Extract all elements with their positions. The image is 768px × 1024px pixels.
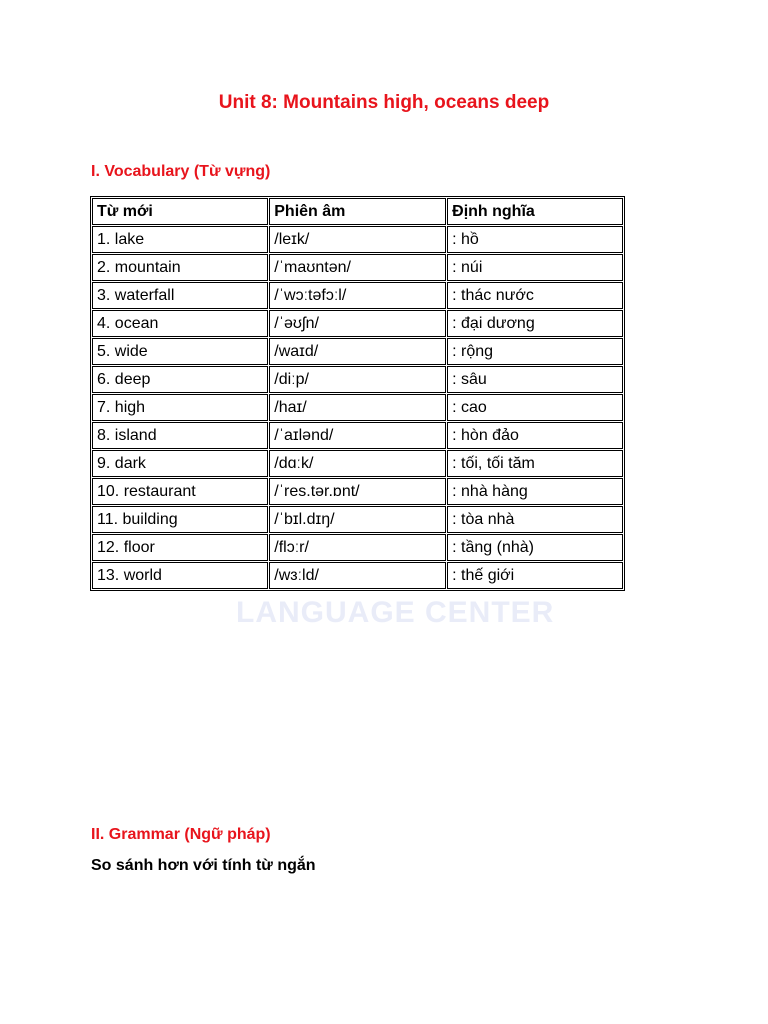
table-row <box>92 394 623 421</box>
page-title: Unit 8: Mountains high, oceans deep <box>218 92 550 113</box>
phonetic-cell: /ˈwɔːtəfɔːl/ <box>269 282 446 309</box>
column-header-word: Từ mới <box>92 198 268 225</box>
phonetic-cell: /flɔːr/ <box>269 534 446 561</box>
definition-cell: : tòa nhà <box>447 506 623 533</box>
definition-cell: : cao <box>447 394 623 421</box>
phonetic-cell: /waɪd/ <box>269 338 446 365</box>
phonetic-cell: /ˈbɪl.dɪŋ/ <box>269 506 446 533</box>
phonetic-cell: /haɪ/ <box>269 394 446 421</box>
table-row <box>92 450 623 477</box>
word-cell: 5. wide <box>92 338 268 365</box>
word-cell: 3. waterfall <box>92 282 268 309</box>
word-cell: 9. dark <box>92 450 268 477</box>
table-row <box>92 366 623 393</box>
phonetic-cell: /ˈaɪlənd/ <box>269 422 446 449</box>
phonetic-cell: /ˈmaʊntən/ <box>269 254 446 281</box>
definition-cell: : tối, tối tăm <box>447 450 623 477</box>
word-cell: 8. island <box>92 422 268 449</box>
column-header-definition: Định nghĩa <box>447 198 623 225</box>
table-row <box>92 254 623 281</box>
phonetic-cell: /diːp/ <box>269 366 446 393</box>
definition-cell: : thế giới <box>447 562 623 589</box>
word-cell: 7. high <box>92 394 268 421</box>
word-cell: 4. ocean <box>92 310 268 337</box>
grammar-heading: II. Grammar (Ngữ pháp) <box>91 826 271 843</box>
phonetic-cell: /wɜːld/ <box>269 562 446 589</box>
definition-cell: : hòn đảo <box>447 422 623 449</box>
definition-cell: : tầng (nhà) <box>447 534 623 561</box>
definition-cell: : núi <box>447 254 623 281</box>
word-cell: 12. floor <box>92 534 268 561</box>
definition-cell: : rộng <box>447 338 623 365</box>
table-row <box>92 226 623 253</box>
word-cell: 1. lake <box>92 226 268 253</box>
word-cell: 11. building <box>92 506 268 533</box>
phonetic-cell: /ˈres.tər.ɒnt/ <box>269 478 446 505</box>
definition-cell: : hồ <box>447 226 623 253</box>
definition-cell: : thác nước <box>447 282 623 309</box>
table-row <box>92 310 623 337</box>
table-row <box>92 562 623 589</box>
table-row <box>92 422 623 449</box>
column-header-phonetic: Phiên âm <box>269 198 446 225</box>
word-cell: 2. mountain <box>92 254 268 281</box>
table-row <box>92 506 623 533</box>
phonetic-cell: /dɑːk/ <box>269 450 446 477</box>
table-row <box>92 282 623 309</box>
table-row <box>92 338 623 365</box>
table-header-row <box>92 198 623 225</box>
definition-cell: : nhà hàng <box>447 478 623 505</box>
watermark-text: LANGUAGE CENTER <box>236 596 555 629</box>
word-cell: 10. restaurant <box>92 478 268 505</box>
grammar-subheading: So sánh hơn với tính từ ngắn <box>91 857 316 874</box>
table-row <box>92 534 623 561</box>
definition-cell: : sâu <box>447 366 623 393</box>
word-cell: 6. deep <box>92 366 268 393</box>
definition-cell: : đại dương <box>447 310 623 337</box>
word-cell: 13. world <box>92 562 268 589</box>
table-row <box>92 478 623 505</box>
vocabulary-heading: I. Vocabulary (Từ vựng) <box>91 163 271 180</box>
phonetic-cell: /leɪk/ <box>269 226 446 253</box>
vocabulary-table <box>90 196 625 591</box>
phonetic-cell: /ˈəʊʃn/ <box>269 310 446 337</box>
